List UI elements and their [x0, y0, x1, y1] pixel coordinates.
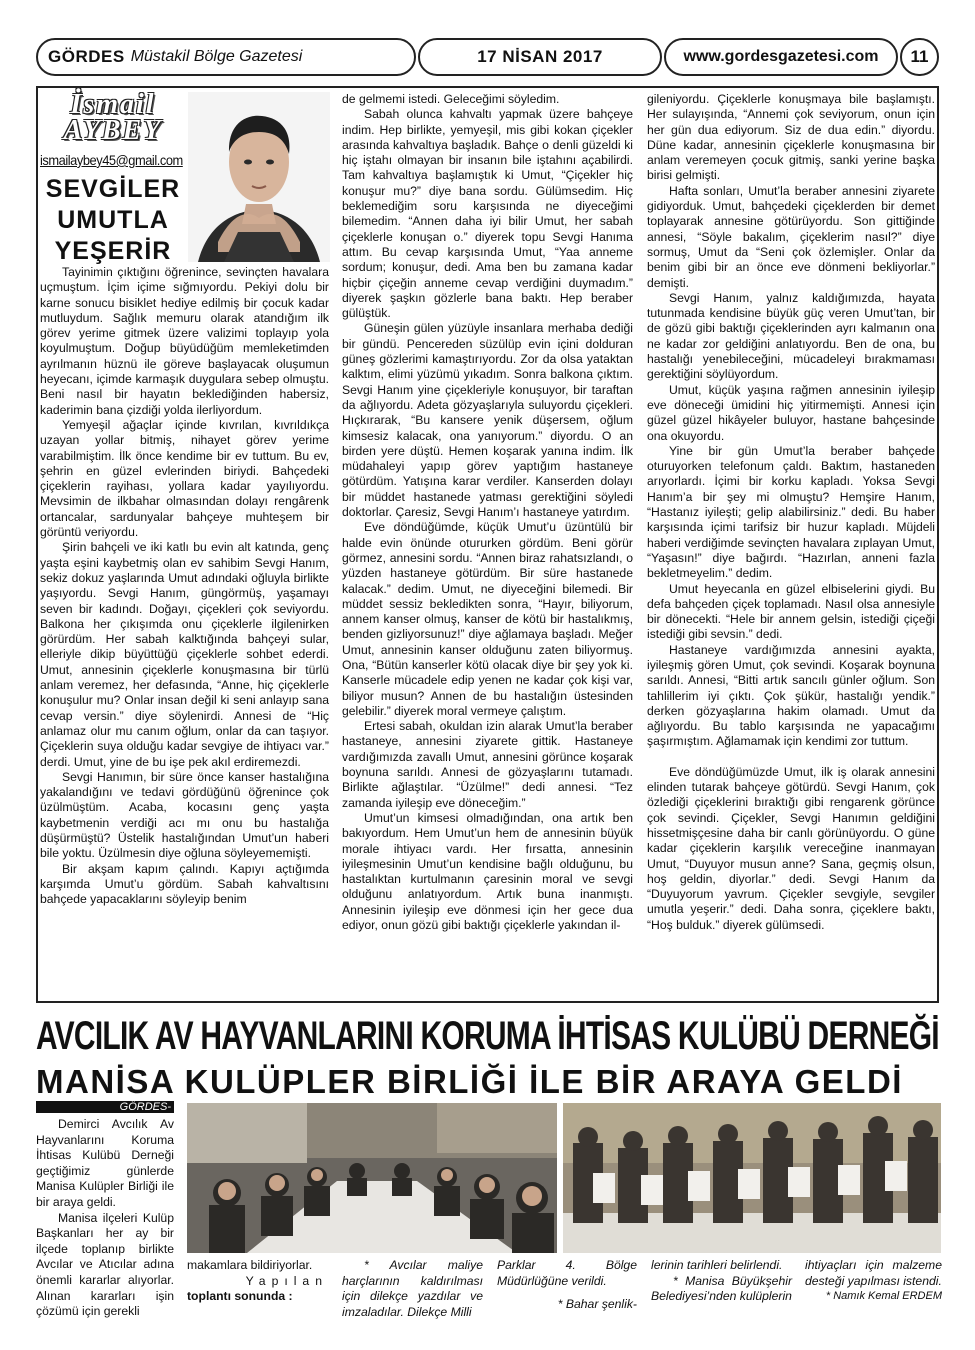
news-col1	[187, 1258, 328, 1305]
paragraph: Umut’un kimsesi olmadığından, ona artık ben bakıyordum. Hem Umut’un hem de annesinin büyük morale ihtiyacı vardı. Her fırsatta, annesinin iyileşmesinin Umut’un kendisine bağlı olduğunu, bu hastalıktan kurtulmanın çaresinin moral ve sevgi olduğunu anlatıyordum. Artık buna inanmıştı. Annesinin iyileşip eve dönmesi için her gece dua ediyor, onun gözü gibi baktığı çiçeklerle yakından il-	[342, 810, 633, 933]
paragraph: Ertesi sabah, okuldan izin alarak Umut’la beraber hastaneye, annesini ziyarete gittik. Hastaneye vardığımızda zavallı Umut, annesini görünce koşarak boynuna sarıldı. Annesi de gözyaşlarını tutamadı. Birlikte ağlaştılar. “Üzülme!” dedi annesi. “Tez zamanda iyileşip eve döneceğim.”	[342, 719, 633, 810]
paragraph: makamlara bildiriyorlar.	[187, 1258, 313, 1272]
paragraph: Manisa ilçeleri Kulüp Başkanları her ay bir ilçede toplanıp birlikte Avcılar ve Atıcılar adına önemli kararlar alıyorlar. Alınan kararları işin çözümü için gerekli	[36, 1210, 174, 1319]
news-col4	[651, 1258, 792, 1305]
paragraph: Sevgi Hanım, yalnız kaldığımızda, hayata tutunmada kendisine büyük güç veren Umut’tan, bir de gözü gibi baktığı çiçeklerinden ayrı kalmanın ona ne kadar zor geldiğini anlatıyordu. Ben de ona, bu hastalığı yenebileceğini, mücadeleyi bırakmaması gerektiğini söylüyordum.	[647, 290, 935, 382]
author-last-name: AYBEY	[63, 115, 163, 146]
paragraph: Yemyeşil ağaçlar içinde kıvrılan, kıvrıldıkça uzayan yollar bitmiş, nihayet görev yerime varabilmiştim. İlk önce kendime bir ev tuttum. Bu ev, şehrin en güzel evlerinden biriydi. Bahçedeki çiçeklerin rayihası, yollara kadar yayılıyordu. Mevsimin de ilkbahar olmasından dolayı rengârenk ortancalar, sardunyalar bahçeye muhteşem bir görüntü veriyordu.	[40, 417, 329, 540]
news-col3	[497, 1258, 637, 1313]
paragraph: Parklar 4. Bölge Müdürlüğüne verildi.	[497, 1258, 637, 1288]
paragraph: Eve döndüğümde, küçük Umut’u üzüntülü bir halde evin önünde otururken gördüm. Beni görür görmez, annesini sordu. “Annen biraz rahatsızlandı, o yüzden hastaneye götürdüm. Bir süre hastanede kalacak.” dedim. Umut, ne diyeceğini bilemedi. Bir müddet sessiz bekledikten sonra, “Hayır, biliyorum, annem kanser olmuş, kanser de kötü bir hastalıkmış, benden gizliyorsunuz!” diye ağlamaya başladı. Meğer Umut, annesinin kanser olduğunu zaten biliyormuş. Ona, “Bütün kanserler kötü olacak diye bir şey yok ki. Kanserle mücadele edip yenen ne kadar çok kişi var, biliyor musun? Annen de bu hastalığın üstesinden gelebilir.” diyerek moral vermeye çalıştım.	[342, 520, 633, 718]
paragraph: Sevgi Hanımın, bir süre önce kanser hastalığına yakalandığını ve tedavi gördüğünü öğrenince çok üzülmüştüm. Acaba, kocasını genç yaşta kaybetmenin verdiği acı mı onu bu hastalığa düşürmüştü? Üstelik hastalığından Umut’un haberi bile yoktu. Üzülmesin diye oğluna söyleyememişti.	[40, 769, 329, 861]
paragraph: Hastaneye vardığımızda annesini ayakta, iyileşmiş gören Umut, çok sevindi. Koşarak boynuna sarıldı. Annesi, “Bitti artık sancılı günler oğlum. Son tahlillerim iyi çıktı. Çok şükür, hastalığı yendik.” derken gözyaşlarına hakim olamadı. Umut da ağlıyordu. Bu tablo karşısında ne yapacağımı şaşırmıştım. Ağlamamak için kendimi zor tuttum.	[647, 642, 935, 749]
news-headline: AVCILIK AV HAYVANLARINI KORUMA İHTİSAS KULÜBÜ DERNEĞİ	[36, 1014, 939, 1058]
paragraph: de gelmemi istedi. Geleceğimi söyledim.	[342, 92, 560, 106]
masthead	[36, 38, 939, 76]
column-text-col1	[40, 265, 329, 907]
author-portrait	[188, 92, 330, 262]
paper-name-pill	[36, 38, 416, 76]
author-block	[40, 89, 186, 267]
paragraph: Tayinimin çıktığını öğrenince, sevinçten havalara uçmuştum. İçim içime sığmıyordu. Pekiyi dolu bir karne sonucu bisiklet hediye edilmiş bir çocuk kadar mutluydum. Sağlık memuru olarak atandığım ilk görev yerime gitmek üzere valizimi toplayıp yola koyulmuştum. Doğup büyüdüğüm memleketimden ayrılmanın hüznü ile göreve başlayacak oluşumun heyecanı, içimde karmaşık duygulara sebep olmuştu. Beni nasıl bir hayatın beklediğinden habersiz, kaderimin bana çizdiği yolda ilerliyordum.	[40, 265, 329, 417]
photo-icon	[563, 1103, 941, 1253]
paragraph: * Manisa Büyükşehir Belediyesi’nden kulüplerin	[651, 1273, 792, 1304]
paragraph: Güneşin gülen yüzüyle insanlara merhaba dediği bir gündü. Pencereden süzülüp evin içini dolduran güneş gözlerimi kamaştırıyordu. Zor da olsa yataktan kalktım, elimi yüzümü yıkadım. Sonra balkona çıktım. Sevgi Hanım yine çiçekleriyle konuşuyor, bir taraftan da ağlıyordu. Adeta gözyaşlarıyla suluyordu çiçekleri. Hıçkırarak, “Bu kansere yenik düşersem, oğlum kimsesiz kalacak, ona yanıyorum.” diyordu. O an birden yere düştü. Hemen koşarak yanına indim. İlk müdahaleyi yapıp görev yaptığım hastaneye götürdüm. Yatışına karar verdiler. Kanserden dolayı bir müddet hastanede yatması gerektiğini söyledi doktorlar. Çaresiz, Sevgi Hanım’ı hastaneye yatırdım.	[342, 321, 633, 520]
paragraph: gileniyordu. Çiçeklerle konuşmaya bile başlamıştı. Her sulayışında, “Annemi çok seviyorum, onun için her gün dua ediyorum. Siz de dua edin.” diyordu. Düne kadar, annesinin çiçeklerle konuşmasına bir anlam veremeyen çocuk gitmiş, sanki yerine başka birisi gelmişti.	[647, 92, 935, 183]
paragraph: Demirci Avcılık Av Hayvanlarını Koruma İhtisas Kulübü Derneği geçtiğimiz günlerde Manisa Kulüpler Birliği ile bir araya geldi.	[36, 1117, 174, 1209]
paragraph: Şirin bahçeli ve iki katlı bu evin alt katında, genç yaşta eşini kaybetmiş olan ev sahibim Sevgi Hanım, sekiz dokuz yaşlarında Umut adındaki oğluyla birlikte yaşıyordu. Sevgi Hanım, güngörmüş, yaşamayı seven bir kadındı. Doğayı, çiçekleri çok seviyordu. Balkona her çıkışımda onu çiçeklerle ilgilenirken görürdüm. Her sabah kalktığında bahçeyi sular, elleriyle dikip büyüttüğü çiçeklerle sohbet ederdi. Umut, annesinin çiçeklerle konuşmasına bir türlü anlam veremez, her defasında, “Anne, hiç çiçeklerle konuşulur mu? Onlar insan değil ki seni anlayıp sana cevap versin.” diye söylenirdi. Annesi de “Hiç anlamaz olur mu canım oğlum, onlar da can taşıyor. Çiçeklerin suya olduğu kadar sevgiye de ihtiyacı var.” derdi. Umut, yine de bu işe pek akıl erdiremezdi.	[40, 540, 329, 769]
paragraph: Umut heyecanla en güzel elbiselerini giydi. Bu defa bahçeden çiçek toplamadı. Nasıl olsa annesiyle bir dönecekti. “Hele bir annem gelsin, istediği çiçeği istediği gibi sevsin.” dedi.	[647, 581, 935, 642]
column-text-col3	[647, 92, 935, 933]
photo-icon	[187, 1103, 557, 1253]
paragraph: Umut, küçük yaşına rağmen annesinin iyileşip eve döneceği ümidini hiç yitirmemişti. Annesi için güzel güzel hikâyeler buluyor, hastane bahçesinde ona okuyordu.	[647, 382, 935, 443]
author-photo-icon	[188, 92, 330, 262]
column-title: SEVGİLER UMUTLA YEŞERİR	[45, 175, 181, 265]
news-subheadline: MANİSA KULÜPLER BİRLİĞİ İLE BİR ARAYA GELDİ	[36, 1063, 903, 1100]
website-link[interactable]: www.gordesgazetesi.com	[664, 38, 898, 76]
news-photo-group	[563, 1103, 941, 1253]
paragraph: ihtiyaçları için malzeme desteği yapılması istendi.	[805, 1258, 942, 1288]
paragraph: lerinin tarihleri belirlendi.	[651, 1258, 783, 1272]
author-first-name: İsmail	[70, 89, 156, 120]
paragraph: Hafta sonları, Umut’la beraber annesini ziyarete gidiyorduk. Umut, bahçedeki çiçeklerden bir demet toplayarak annesine götürüyordu. Son gittiğinde annesi, “Söyle bakalım, çiçeklerim nasıl?” diye sormuş, Umut da “Seni çok özlemişler. Onlar da benim gibi bir an önce eve dönmeni bekliyorlar.” demişti.	[647, 183, 935, 290]
paragraph: toplantı sonunda :	[187, 1289, 293, 1304]
paper-name: GÖRDES	[48, 47, 125, 66]
news-col0	[36, 1117, 174, 1320]
author-email[interactable]: ismailaybey45@gmail.com	[40, 152, 183, 168]
paper-subtitle: Müstakil Bölge Gazetesi	[130, 48, 303, 65]
paragraph: Yine bir gün Umut’la beraber bahçede oturuyorken telefonum çaldı. Baktım, hastaneden arıyorlardı. İçimi bir korku kapladı. Yoksa Sevgi Hanım’a bir şey mi olmuştu? Hemşire Hanım, “Hastanız iyileşti; gelip alabilirsiniz.” dedi. Bu haber karşısında içimi tarifsiz bir huzur kapladı. Müjdeli haberi verdiğimde sevinçten havalara zıplayan Umut, “Yaşasın!” diye bağırdı. “Hazırlan, anneni fazla bekletmeyelim.” dedim.	[647, 443, 935, 581]
news-col5	[805, 1258, 942, 1305]
paragraph: * Avcılar maliye harçlarının kaldırılması için dilekçe yazdılar ve imzaladılar. Dilekçe Milli	[342, 1258, 483, 1319]
paragraph: Bir akşam kapım çalındı. Kapıyı açtığımda karşımda Umut’u gördüm. Sabah kahvaltısını bahçede yapacaklarını söyleyip benim	[40, 861, 329, 907]
column-text-col2	[342, 92, 633, 933]
issue-date: 17 NİSAN 2017	[418, 38, 662, 76]
news-kicker: GÖRDES-	[36, 1101, 174, 1113]
paragraph: Eve döndüğümüzde Umut, ilk iş olarak annesini elinden tutarak bahçeye götürdü. Sevgi Hanım, çok özlediği çiçeklerini bıraktığı gibi rengarenk görünce çok sevindi. Çiçekler, Sevgi Hanımın geldiğini hissetmişçesine daha bir canlı görünüyordu. O güne kadar çiçeklerin karşılık vereceğine inanmayan Umut, “Duyuyor musun anne? Sana, geçmiş olsun, hoş geldin, diyorlar.” dedi. Sevgi Hanım da “Duyuyorum yavrum. Çiçekler sevgiyle, sevgiler umutla yeşerir.” dedi. Daha sonra, çiçeklere baktı, “Hoş bulduk.” diyerek gülümsedi.	[647, 764, 935, 932]
page-number: 11	[900, 38, 939, 76]
news-byline: * Namık Kemal ERDEM	[825, 1290, 942, 1303]
paragraph: Yapılan	[245, 1273, 328, 1288]
paragraph: * Bahar şenlik-	[557, 1297, 637, 1312]
news-col2	[342, 1258, 483, 1320]
news-photo-dinner	[187, 1103, 557, 1253]
paragraph: Sabah olunca kahvaltı yapmak üzere bahçeye indim. Hep birlikte, yemyeşil, mis gibi kokan çiçekler arasında kahvaltıya başladık. Bahçe o denli güzeldi ki hiç iştahı olmayan bir insanın bile iştahını açabilirdi. Tam kahvaltıya başlamıştık ki Umut, “Çiçekler hiç konuşur mu?” diye bana sordu. Gülümsedim. Hiç beklemediğim soru karşısında ne diyeceğimi bilemedim. “Annen daha iyi bilir Umut, her sabah çiçeklerle konuşan o.” diyerek topu Sevgi Hanıma attım. Bu cevap karşısında Umut, “Yaa anneme sordum; konuşur, dedi. Ama ben bu zamana kadar hiçbir çiçeğin anneme cevap verdiğini duymadım.” diyerek şaşkın gözlerle bana baktı. Hep beraber gülüştük.	[342, 107, 633, 321]
